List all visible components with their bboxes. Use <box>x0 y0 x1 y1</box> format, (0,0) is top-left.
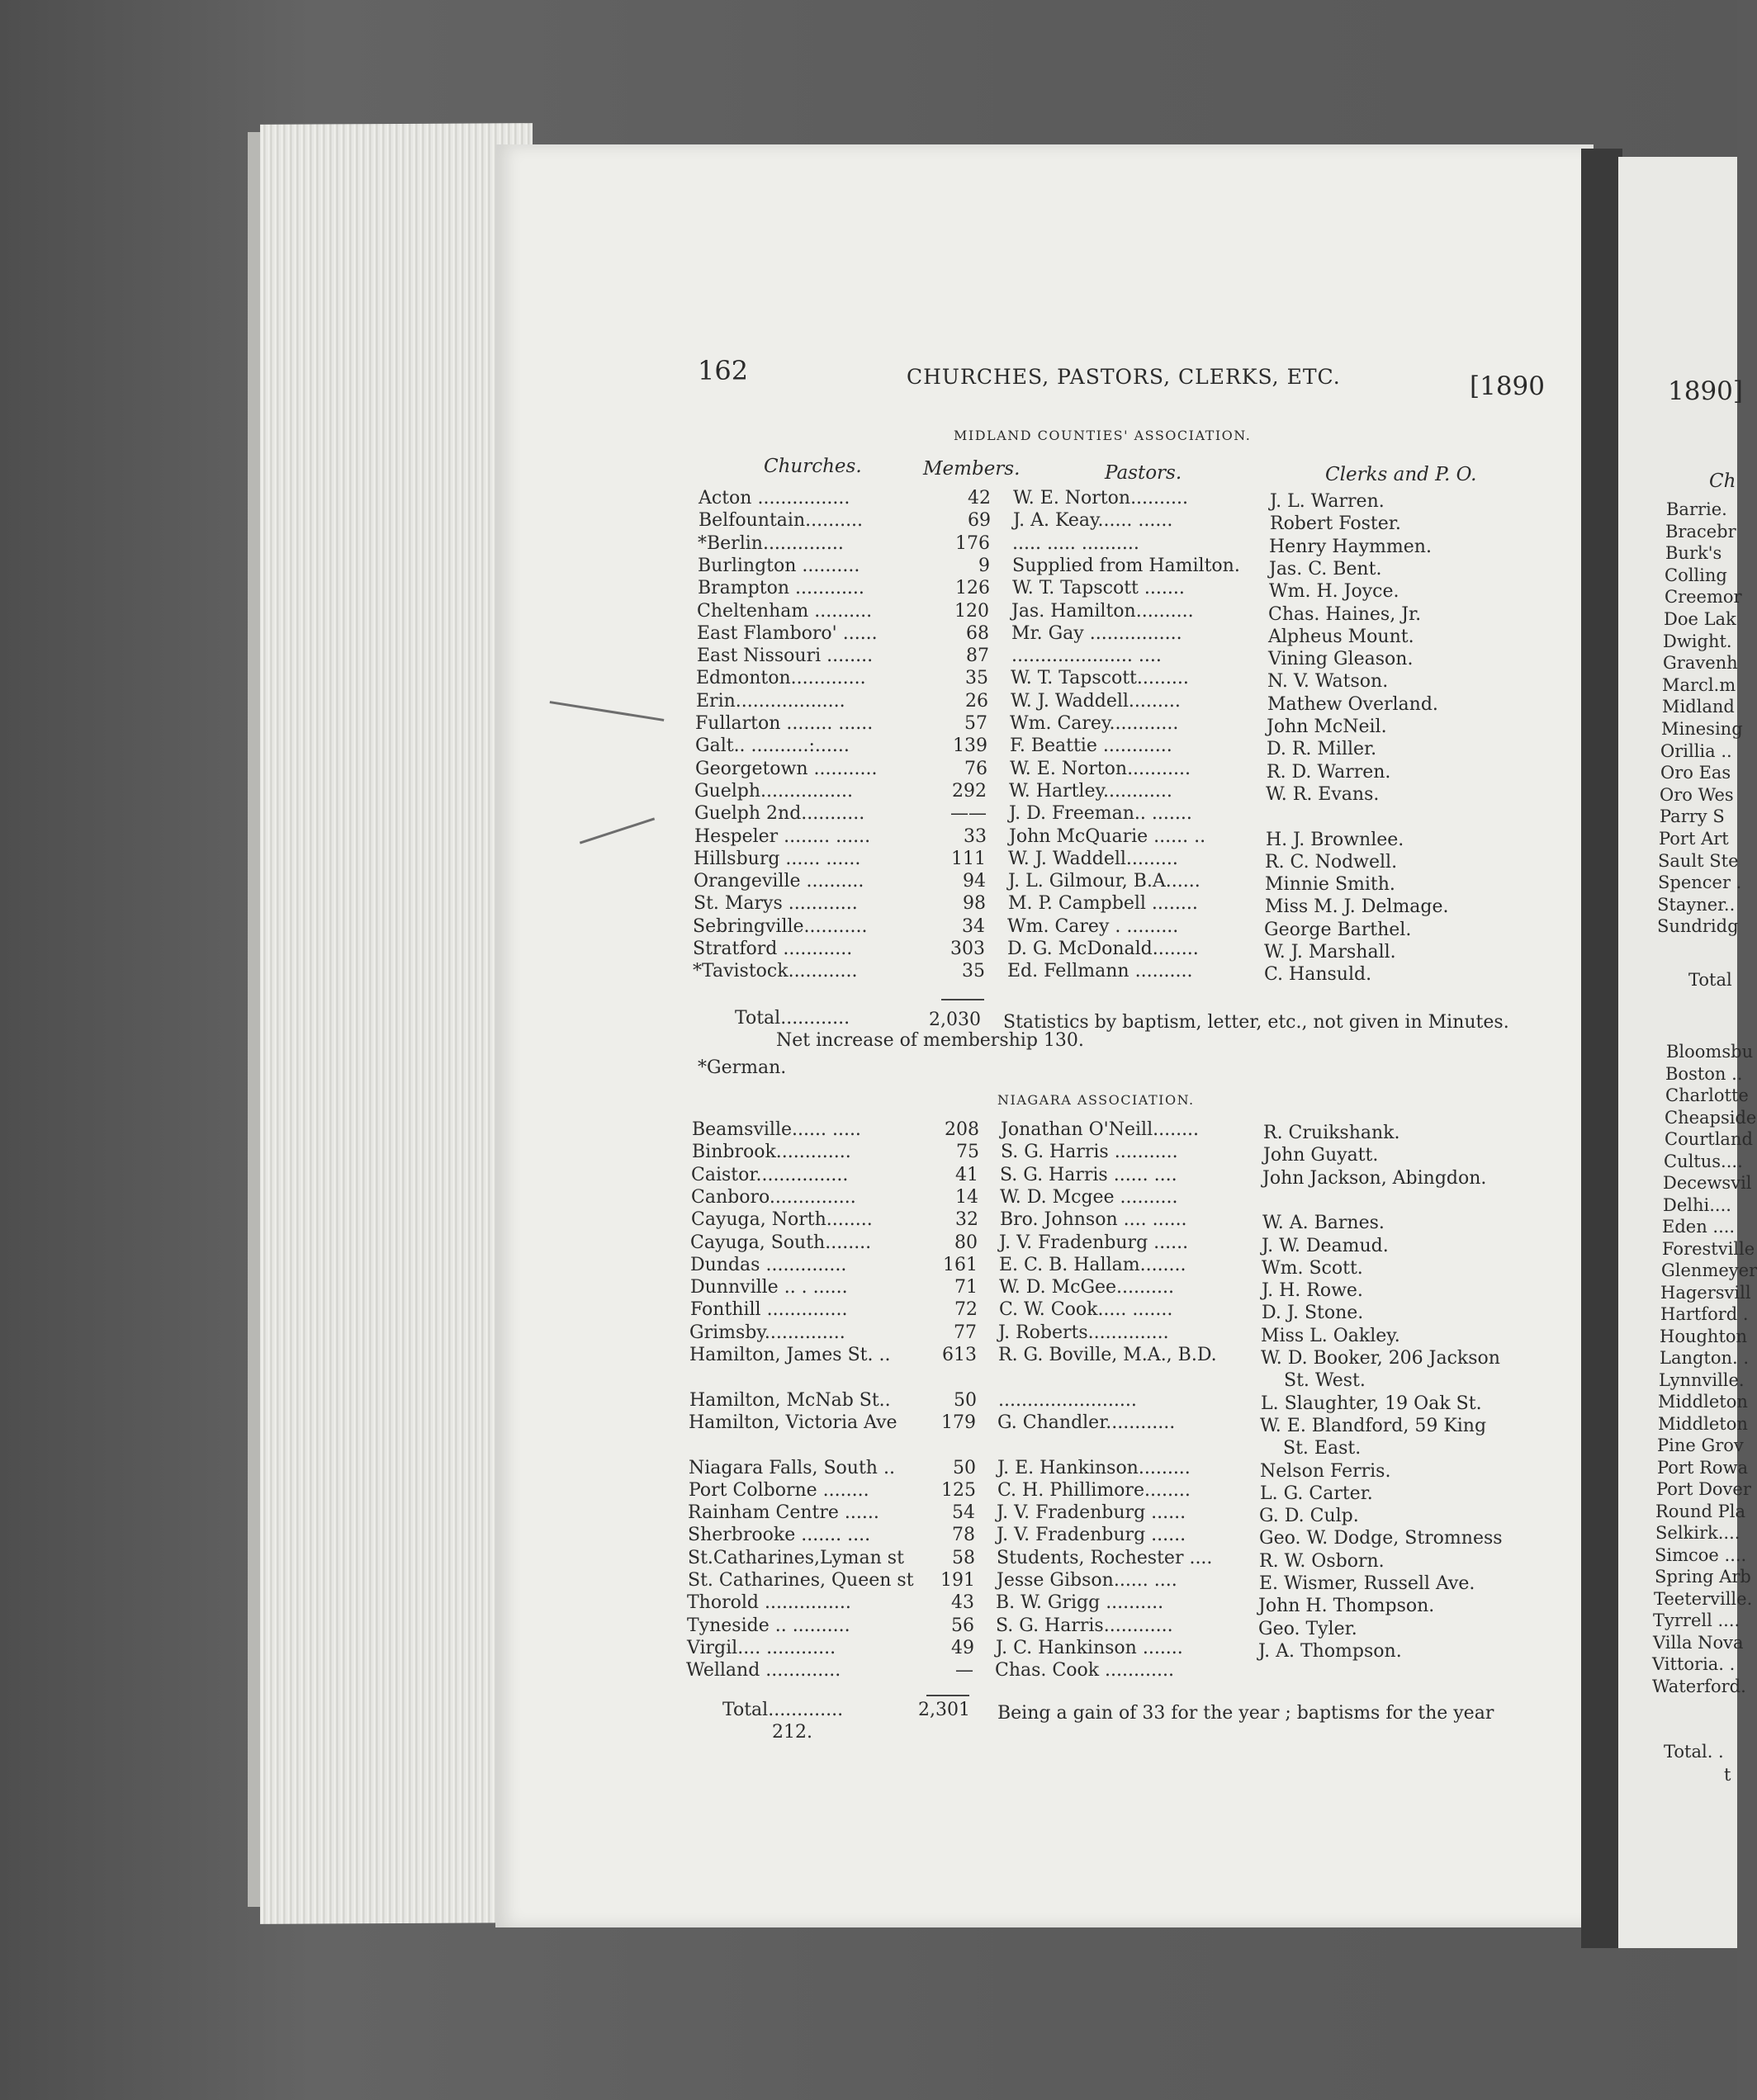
midland-clerk: Minnie Smith. <box>1265 874 1395 896</box>
midland-church: Burlington .......... <box>698 555 860 576</box>
niagara-clerk: Wm. Scott. <box>1262 1257 1363 1279</box>
midland-members: 176 <box>955 532 990 554</box>
midland-pastor: Ed. Fellmann .......... <box>1007 961 1193 982</box>
midland-pastor: W. J. Waddell......... <box>1011 690 1181 712</box>
niagara-members: 43 <box>951 1592 974 1614</box>
right-page-entry: Cheapside <box>1665 1107 1757 1128</box>
niagara-pastor: W. D. Mcgee .......... <box>1000 1186 1178 1208</box>
midland-church: St. Marys ............ <box>694 893 858 915</box>
midland-clerk: R. D. Warren. <box>1267 761 1391 783</box>
niagara-pastor: E. C. B. Hallam........ <box>999 1254 1186 1275</box>
page-number: 162 <box>698 355 749 386</box>
midland-pastor: W. E. Norton........... <box>1010 758 1191 779</box>
niagara-clerk: E. Wismer, Russell Ave. <box>1259 1573 1475 1594</box>
midland-clerk: Wm. H. Joyce. <box>1269 581 1399 603</box>
midland-pastor: W. E. Norton.......... <box>1013 488 1188 508</box>
midland-clerk: W. J. Marshall. <box>1264 942 1396 962</box>
right-page-entry: Selkirk.... <box>1655 1523 1740 1543</box>
niagara-clerk: Miss L. Oakley. <box>1261 1325 1400 1346</box>
midland-pastor: Wm. Carey . ......... <box>1007 915 1179 937</box>
niagara-clerk: J. W. Deamud. <box>1262 1235 1389 1256</box>
midland-church: *Tavistock............ <box>693 961 858 982</box>
niagara-church: Tyneside .. .......... <box>687 1615 850 1636</box>
niagara-pastor: W. D. McGee.......... <box>999 1277 1174 1298</box>
midland-pastor: J. D. Freeman.. ....... <box>1009 803 1192 825</box>
right-page-entry: Forestville <box>1662 1238 1755 1259</box>
right-page-entry: Spencer . <box>1658 873 1742 893</box>
midland-members: —— <box>950 803 987 825</box>
niagara-total-value: 2,301 <box>918 1700 970 1720</box>
right-page-entry: Middleton <box>1658 1392 1748 1412</box>
niagara-church: Dunnville .. . ...... <box>690 1277 848 1298</box>
right-page-entry: Middleton <box>1658 1413 1748 1434</box>
midland-pastor: J. A. Keay...... ...... <box>1013 510 1173 532</box>
niagara-church: Binbrook............. <box>692 1142 851 1163</box>
niagara-members: 125 <box>941 1479 976 1501</box>
right-page-entry: Bracebr <box>1665 521 1736 542</box>
midland-pastor: W. T. Tapscott ....... <box>1012 578 1185 599</box>
niagara-members: 80 <box>954 1232 978 1253</box>
midland-church: Edmonton............. <box>696 668 866 689</box>
niagara-total-note: Being a gain of 33 for the year ; baptisms for the year <box>997 1703 1494 1724</box>
midland-members: 33 <box>964 825 987 847</box>
right-page-entry: Eden .... <box>1662 1217 1736 1237</box>
niagara-clerk: D. J. Stone. <box>1262 1303 1364 1324</box>
midland-clerk: C. Hansuld. <box>1264 964 1372 986</box>
midland-church: Cheltenham .......... <box>697 600 873 622</box>
niagara-members: 208 <box>945 1119 979 1140</box>
niagara-clerk: W. E. Blandford, 59 King <box>1260 1415 1487 1436</box>
niagara-members: 191 <box>940 1570 975 1591</box>
midland-members: 292 <box>952 780 987 802</box>
midland-clerk: John McNeil. <box>1267 717 1387 737</box>
right-page-entry: Sault Ste <box>1658 850 1739 871</box>
midland-pastor: D. G. McDonald........ <box>1007 939 1199 959</box>
niagara-pastor: G. Chandler............ <box>997 1412 1176 1433</box>
midland-clerk: D. R. Miller. <box>1267 739 1377 760</box>
niagara-church: Fonthill .............. <box>690 1299 848 1321</box>
niagara-pastor: J. Roberts.............. <box>998 1322 1169 1343</box>
niagara-pastor: C. H. Phillimore........ <box>997 1479 1191 1501</box>
right-page-entry: Stayner.. <box>1657 894 1736 915</box>
midland-church: Fullarton ........ ...... <box>695 713 874 734</box>
niagara-church: Cayuga, North........ <box>691 1209 873 1231</box>
niagara-members: 75 <box>956 1142 979 1163</box>
midland-church: East Flamboro' ...... <box>697 622 878 644</box>
niagara-members: 50 <box>954 1389 977 1411</box>
niagara-pastor: Jonathan O'Neill........ <box>1001 1119 1200 1140</box>
midland-pastor: J. L. Gilmour, B.A...... <box>1008 871 1201 892</box>
midland-church: Sebringville........... <box>693 915 868 937</box>
niagara-pastor: Jesse Gibson...... .... <box>997 1570 1177 1591</box>
niagara-members: 161 <box>943 1254 978 1275</box>
right-total-2: Total. . <box>1664 1742 1724 1762</box>
right-page-entry: Burk's <box>1665 543 1722 564</box>
niagara-pastor: ........................ <box>998 1389 1137 1411</box>
niagara-church: Cayuga, South........ <box>690 1232 872 1253</box>
midland-members: 9 <box>978 555 990 576</box>
midland-pastor: M. P. Campbell ........ <box>1008 893 1198 915</box>
right-page-entry: Vittoria. . <box>1652 1654 1736 1674</box>
niagara-church: Sherbrooke ....... .... <box>688 1525 871 1546</box>
niagara-pastor: S. G. Harris............ <box>996 1615 1173 1636</box>
midland-clerk: Henry Haymmen. <box>1269 536 1432 557</box>
right-page-entry: Marcl.m <box>1662 674 1736 695</box>
right-page-entry: Gravenh <box>1663 653 1738 674</box>
niagara-church: Hamilton, Victoria Ave <box>689 1412 897 1433</box>
niagara-members: 56 <box>951 1615 974 1636</box>
niagara-clerk: L. G. Carter. <box>1260 1483 1373 1504</box>
niagara-church: Port Colborne ........ <box>689 1479 869 1501</box>
midland-clerk: H. J. Brownlee. <box>1266 829 1404 850</box>
midland-church: Acton ................ <box>699 488 850 508</box>
right-page-entry: Colling <box>1665 565 1727 585</box>
midland-members: 26 <box>965 690 988 712</box>
niagara-clerk: W. D. Booker, 206 Jackson <box>1261 1348 1500 1369</box>
niagara-clerk: G. D. Culp. <box>1259 1506 1359 1527</box>
midland-clerk: Robert Foster. <box>1270 513 1401 535</box>
niagara-pastor: S. G. Harris ...... .... <box>1000 1164 1177 1185</box>
right-page-entry: Hartford . <box>1660 1304 1749 1324</box>
right-page-entry: Courtland <box>1665 1129 1753 1149</box>
midland-clerk: Jas. C. Bent. <box>1269 558 1382 579</box>
niagara-clerk: John Jackson, Abingdon. <box>1262 1167 1487 1189</box>
niagara-church: Thorold ............... <box>687 1592 851 1614</box>
niagara-members: 78 <box>952 1525 975 1546</box>
niagara-clerk: Geo. W. Dodge, Stromness <box>1259 1528 1503 1549</box>
niagara-church: Virgil.... ............ <box>687 1637 836 1658</box>
midland-members: 76 <box>964 758 987 779</box>
niagara-church: St. Catharines, Queen st <box>688 1570 914 1591</box>
right-total-1: Total <box>1688 970 1732 990</box>
right-page-entry: Minesing <box>1661 719 1743 739</box>
niagara-members: 32 <box>955 1209 978 1231</box>
right-page-entry: Tyrrell .... <box>1653 1610 1740 1630</box>
right-page-entry: Waterford. <box>1652 1676 1746 1696</box>
niagara-clerk: John Guyatt. <box>1263 1145 1379 1166</box>
niagara-title: NIAGARA ASSOCIATION. <box>997 1092 1195 1108</box>
right-page-entry: Sundridg <box>1657 916 1739 937</box>
col-pastors: Pastors. <box>1105 462 1182 484</box>
midland-pastor: John McQuarie ...... .. <box>1009 825 1206 847</box>
midland-clerk: Vining Gleason. <box>1268 649 1414 670</box>
right-page-entry: Spring Arb <box>1655 1567 1751 1587</box>
niagara-clerk: Geo. Tyler. <box>1258 1618 1357 1639</box>
right-page-entry: Bloomsbu <box>1666 1042 1754 1062</box>
midland-total-label: Total............ <box>735 1008 850 1029</box>
niagara-members: 72 <box>954 1299 978 1321</box>
midland-members: 35 <box>962 961 985 982</box>
niagara-clerk: J. H. Rowe. <box>1262 1280 1363 1302</box>
midland-footnote: *German. <box>698 1057 787 1078</box>
niagara-pastor: J. V. Fradenburg ...... <box>999 1232 1189 1253</box>
niagara-church: Hamilton, James St. .. <box>689 1345 891 1365</box>
niagara-church: Canboro............... <box>691 1186 856 1208</box>
midland-church: Galt.. ..........:...... <box>695 735 850 757</box>
total-rule <box>941 999 984 1000</box>
midland-members: 42 <box>968 488 991 508</box>
niagara-clerk: John H. Thompson. <box>1258 1596 1435 1617</box>
midland-clerk: W. R. Evans. <box>1266 783 1380 805</box>
midland-pastor: Jas. Hamilton.......... <box>1011 600 1194 622</box>
midland-members: 139 <box>953 735 987 757</box>
midland-clerk: Chas. Haines, Jr. <box>1268 603 1422 625</box>
niagara-members: 179 <box>941 1412 976 1433</box>
niagara-church: Welland ............. <box>686 1660 841 1681</box>
niagara-church: Dundas .............. <box>690 1254 847 1275</box>
midland-clerk: N. V. Watson. <box>1267 671 1389 693</box>
niagara-clerk: L. Slaughter, 19 Oak St. <box>1261 1393 1482 1414</box>
right-page-entry: Port Dover <box>1656 1479 1751 1499</box>
right-page-entry: Port Art <box>1659 829 1729 849</box>
midland-clerk: George Barthel. <box>1264 919 1412 940</box>
right-col-head: Ch <box>1709 471 1736 492</box>
midland-clerk: J. L. Warren. <box>1270 491 1385 512</box>
niagara-church: Caistor................ <box>691 1164 849 1185</box>
niagara-total-note2: 212. <box>772 1722 812 1743</box>
midland-church: Erin................... <box>696 690 845 712</box>
right-page-entry: Oro Eas <box>1660 763 1731 783</box>
niagara-members: — <box>955 1660 973 1681</box>
niagara-pastor: Students, Rochester .... <box>997 1547 1213 1568</box>
midland-members: 120 <box>954 600 989 622</box>
right-page-entry: Orillia .. <box>1660 740 1732 761</box>
book-page-edges <box>260 123 533 1924</box>
niagara-members: 77 <box>954 1322 977 1343</box>
midland-church: Guelph 2nd........... <box>694 803 865 825</box>
niagara-pastor: J. C. Hankinson ....... <box>996 1637 1183 1658</box>
midland-church: Brampton ............ <box>698 578 864 599</box>
midland-total-value: 2,030 <box>929 1010 981 1030</box>
midland-pastor: Mr. Gay ................ <box>1011 622 1182 644</box>
right-page-entry: Simcoe .... <box>1655 1544 1747 1565</box>
niagara-church: Beamsville...... ..... <box>692 1119 861 1140</box>
niagara-church: Niagara Falls, South .. <box>689 1457 895 1478</box>
right-page-entry: Cultus.... <box>1664 1151 1743 1171</box>
right-page-entry: Charlotte <box>1665 1085 1749 1105</box>
midland-clerk: Alpheus Mount. <box>1268 626 1414 647</box>
niagara-pastor: J. V. Fradenburg ...... <box>997 1525 1186 1546</box>
midland-title: MIDLAND COUNTIES' ASSOCIATION. <box>954 428 1252 443</box>
right-page-entry: Glenmeyer <box>1661 1260 1757 1280</box>
right-page-entry: Langton. . <box>1660 1348 1750 1368</box>
niagara-pastor: J. E. Hankinson......... <box>997 1457 1191 1478</box>
midland-church: Georgetown ........... <box>695 758 878 779</box>
niagara-members: 50 <box>953 1457 976 1478</box>
right-page-year: 1890] <box>1668 376 1743 406</box>
niagara-clerk: Nelson Ferris. <box>1260 1460 1391 1482</box>
right-page-entry: Doe Lak <box>1664 609 1736 629</box>
niagara-clerk: J. A. Thompson. <box>1258 1640 1402 1662</box>
niagara-total-label: Total............. <box>722 1700 844 1720</box>
midland-members: 87 <box>966 646 989 667</box>
niagara-church: Grimsby.............. <box>689 1322 845 1343</box>
niagara-members: 613 <box>942 1345 977 1365</box>
col-members: Members. <box>923 458 1021 480</box>
niagara-clerk-cont: St. West. <box>1284 1370 1366 1392</box>
page-title: CHURCHES, PASTORS, CLERKS, ETC. <box>907 365 1341 389</box>
right-page-entry: Creemor <box>1665 587 1742 608</box>
midland-clerk: Mathew Overland. <box>1267 693 1438 715</box>
midland-members: 68 <box>966 622 989 644</box>
midland-clerk: Miss M. J. Delmage. <box>1265 896 1449 918</box>
midland-members: 57 <box>964 713 987 734</box>
niagara-members: 54 <box>952 1502 975 1524</box>
midland-church: Orangeville .......... <box>694 871 864 892</box>
page-year: [1890 <box>1470 371 1545 401</box>
niagara-members: 41 <box>955 1164 978 1185</box>
niagara-pastor: B. W. Grigg .......... <box>996 1592 1164 1614</box>
midland-church: *Berlin.............. <box>698 532 844 554</box>
right-page-entry: Houghton <box>1660 1326 1748 1346</box>
niagara-clerk-cont: St. East. <box>1283 1438 1362 1459</box>
midland-church: Belfountain.......... <box>699 510 864 532</box>
right-page-entry: Teeterville. <box>1654 1588 1753 1609</box>
niagara-members: 14 <box>955 1186 978 1208</box>
midland-church: Guelph................ <box>694 780 853 802</box>
niagara-clerk: R. W. Osborn. <box>1259 1550 1385 1572</box>
midland-members: 126 <box>955 578 990 599</box>
midland-pastor: ..... ..... .......... <box>1012 532 1139 554</box>
midland-pastor: Supplied from Hamilton. <box>1012 555 1240 576</box>
midland-members: 111 <box>951 848 986 869</box>
right-page-entry: Hagersvill <box>1660 1282 1751 1303</box>
midland-members: 35 <box>965 668 988 689</box>
right-page-entry: Midland <box>1662 697 1735 717</box>
midland-members: 34 <box>962 915 985 937</box>
niagara-members: 58 <box>952 1547 975 1568</box>
right-page-entry: Villa Nova <box>1653 1632 1744 1653</box>
right-page-entry: Decewsvil <box>1663 1173 1752 1193</box>
right-page-entry: Port Rowa <box>1657 1457 1749 1478</box>
right-page-entry: Boston .. <box>1665 1063 1743 1084</box>
niagara-members: 49 <box>951 1637 974 1658</box>
midland-members: 98 <box>963 893 986 915</box>
right-page-entry: Round Pla <box>1655 1501 1745 1521</box>
right-page-entry: Lynnville. <box>1659 1369 1745 1390</box>
col-churches: Churches. <box>764 456 862 477</box>
midland-church: East Nissouri ........ <box>697 646 874 667</box>
midland-pastor: ..................... .... <box>1011 646 1162 667</box>
total-rule <box>926 1695 969 1696</box>
midland-members: 94 <box>963 871 986 892</box>
midland-net-increase: Net increase of membership 130. <box>776 1030 1084 1051</box>
right-page-entry: Parry S <box>1660 806 1725 827</box>
right-trail: t <box>1724 1765 1731 1785</box>
niagara-church: Hamilton, McNab St.. <box>689 1389 891 1411</box>
niagara-church: St.Catharines,Lyman st <box>688 1547 904 1568</box>
right-page-entry: Pine Grov <box>1657 1435 1744 1455</box>
midland-pastor: F. Beattie ............ <box>1010 735 1172 757</box>
right-page-entry: Oro Wes <box>1660 784 1734 805</box>
midland-church: Hespeler ........ ...... <box>694 825 871 847</box>
midland-members: 303 <box>950 939 985 959</box>
niagara-clerk: W. A. Barnes. <box>1262 1213 1385 1234</box>
niagara-church: Rainham Centre ...... <box>688 1502 879 1524</box>
midland-church: Hillsburg ...... ...... <box>694 848 861 869</box>
right-page-entry: Barrie. <box>1666 499 1727 519</box>
midland-pastor: Wm. Carey............ <box>1010 713 1179 734</box>
midland-church: Stratford ............ <box>693 939 853 959</box>
midland-members: 69 <box>968 510 991 532</box>
col-clerks: Clerks and P. O. <box>1325 464 1477 485</box>
niagara-clerk: R. Cruikshank. <box>1263 1123 1400 1143</box>
niagara-pastor: C. W. Cook..... ....... <box>999 1299 1173 1321</box>
niagara-pastor: Bro. Johnson .... ...... <box>1000 1209 1187 1231</box>
right-page-entry: Dwight. <box>1663 631 1732 651</box>
niagara-pastor: Chas. Cook ............ <box>995 1660 1174 1681</box>
midland-total-note: Statistics by baptism, letter, etc., not given in Minutes. <box>1003 1012 1509 1033</box>
midland-pastor: W. T. Tapscott......... <box>1011 668 1189 689</box>
niagara-pastor: S. G. Harris ........... <box>1001 1142 1178 1163</box>
midland-pastor: W. Hartley............ <box>1009 780 1172 802</box>
book-gutter <box>1581 149 1622 1948</box>
midland-pastor: W. J. Waddell......... <box>1008 848 1178 869</box>
niagara-pastor: R. G. Boville, M.A., B.D. <box>998 1345 1217 1365</box>
midland-clerk: R. C. Nodwell. <box>1265 851 1398 873</box>
right-page-entry: Delhi.... <box>1663 1194 1731 1215</box>
niagara-pastor: J. V. Fradenburg ...... <box>997 1502 1186 1524</box>
niagara-members: 71 <box>954 1277 978 1298</box>
